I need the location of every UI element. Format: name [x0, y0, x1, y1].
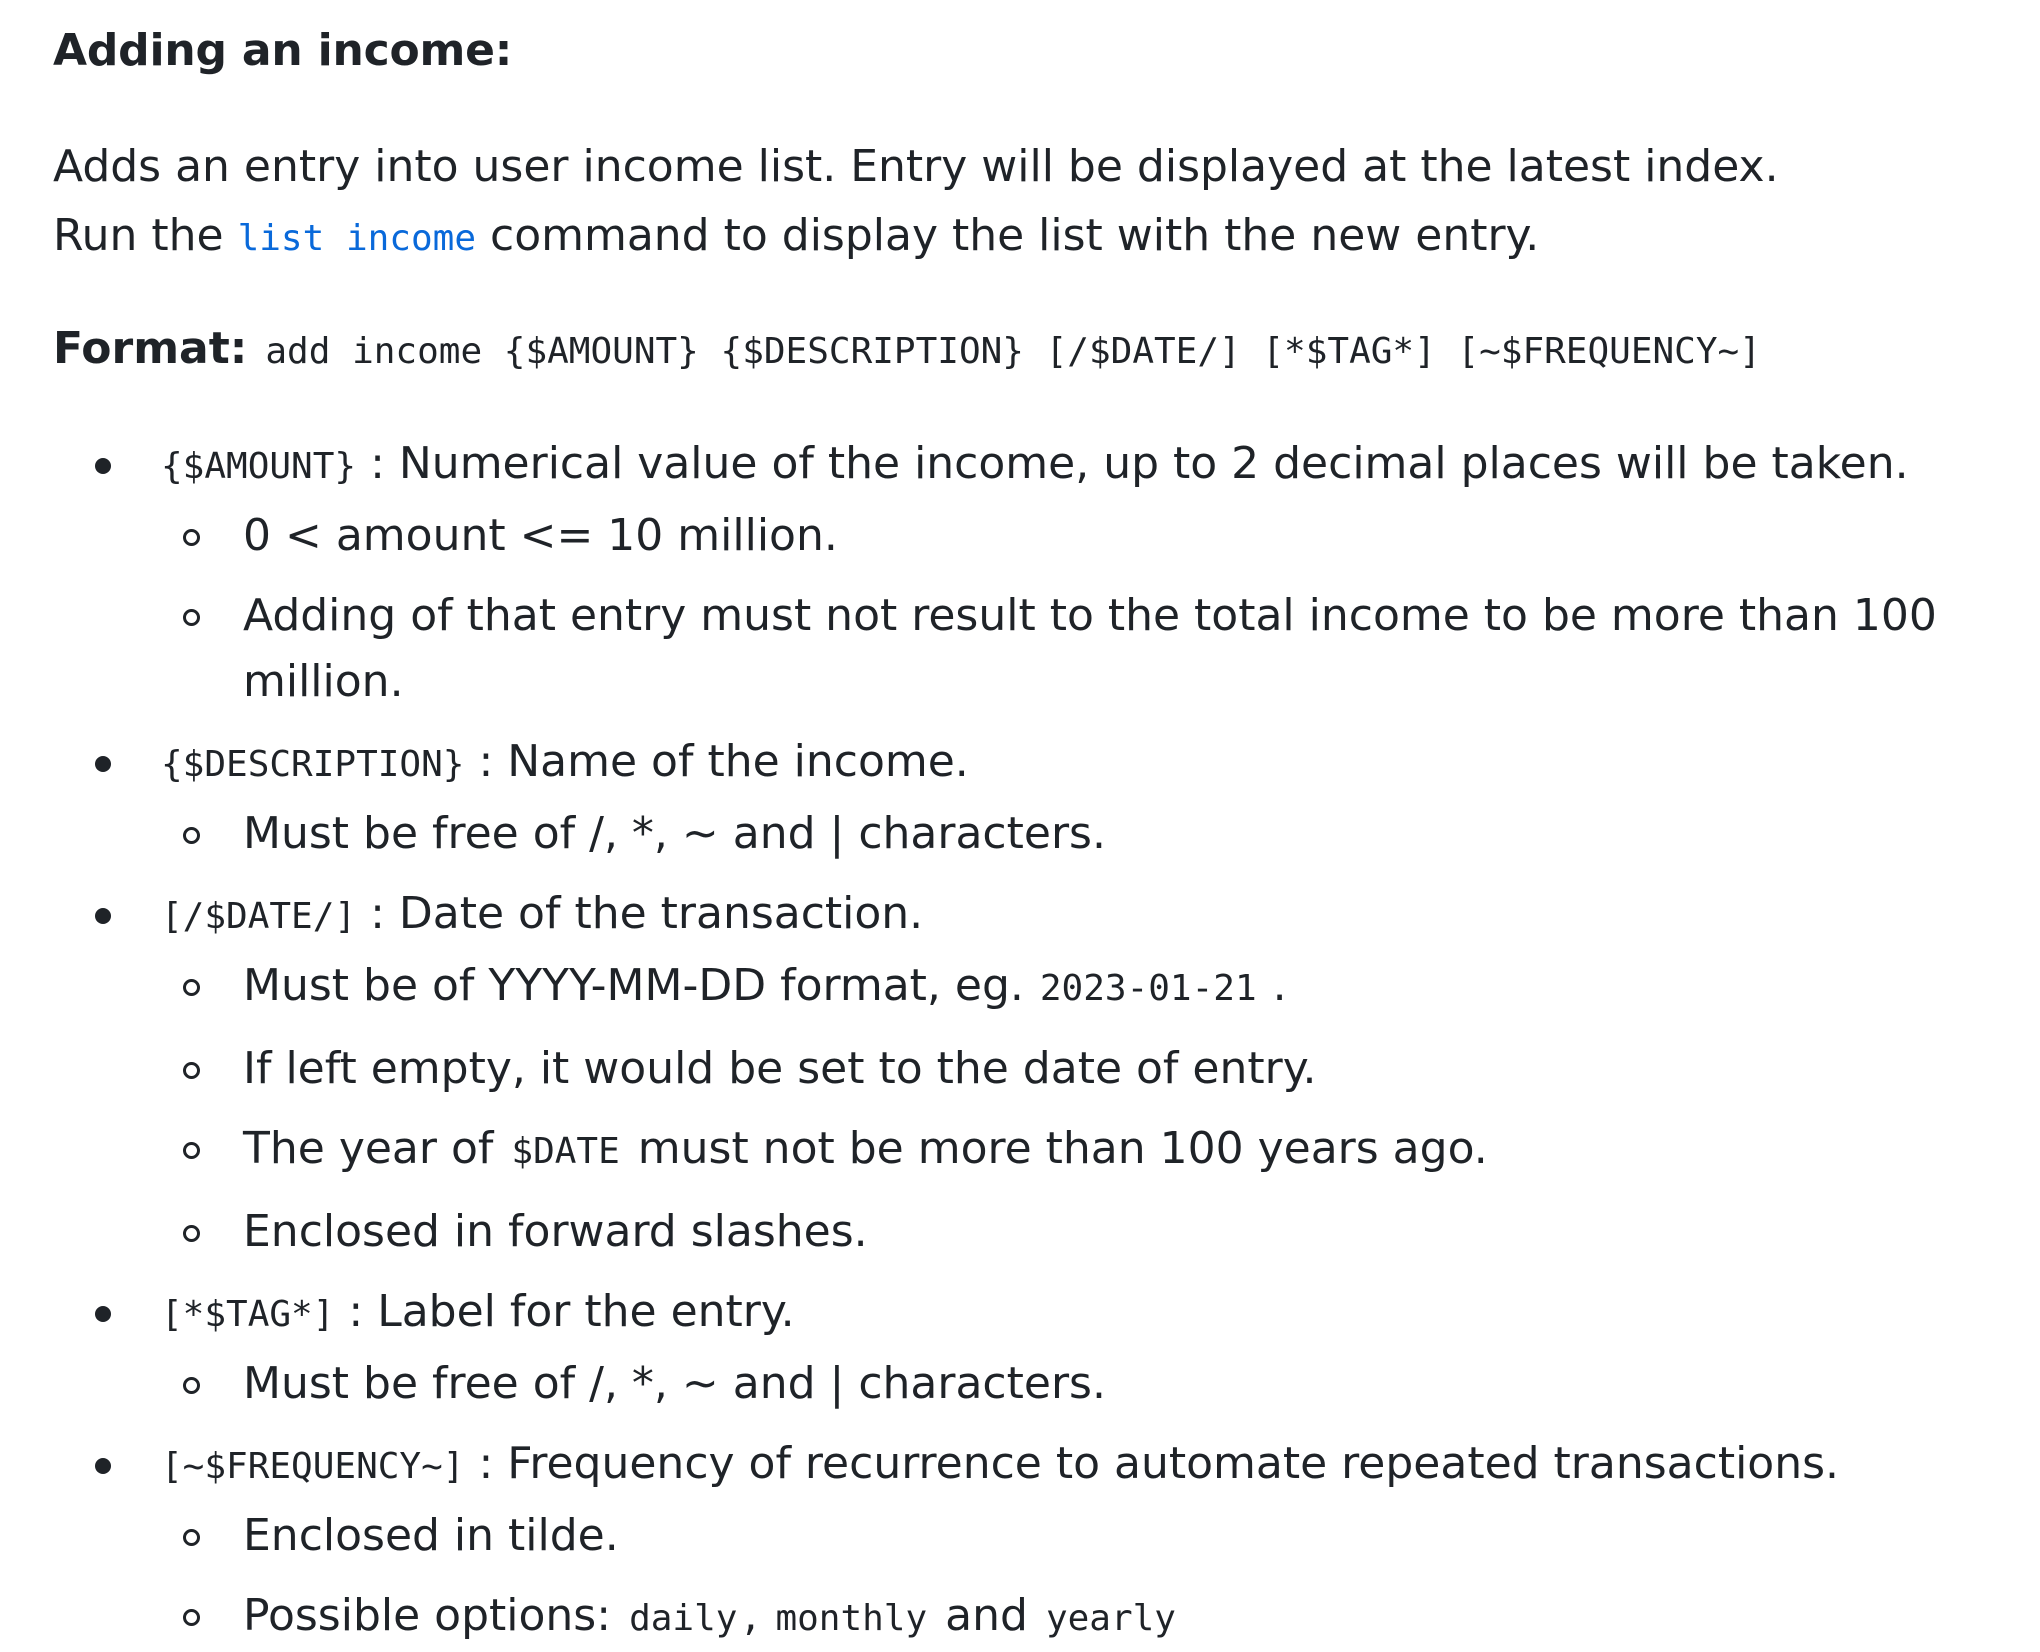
param-tag-code: [*$TAG*] [161, 1294, 335, 1335]
param-amount-desc: : Numerical value of the income, up to 2 decimal places will be taken. [370, 438, 1909, 489]
param-description-desc: : Name of the income. [478, 736, 969, 787]
date-variable-code: $DATE [511, 1131, 620, 1172]
sub-item-text: Enclosed in forward slashes. [243, 1206, 868, 1257]
param-tag [53, 1279, 2040, 1417]
param-frequency [53, 1431, 2040, 1652]
intro-paragraph [53, 132, 2040, 273]
intro-line-2-post: command to display the list with the new entry. [490, 210, 1540, 261]
param-tag-desc: : Label for the entry. [348, 1286, 795, 1337]
param-date [53, 881, 2040, 1265]
circle-bullet-icon [183, 979, 200, 996]
sub-item [161, 503, 2040, 569]
circle-bullet-icon [183, 1609, 200, 1626]
sub-item-text: If left empty, it would be set to the date of entry. [243, 1043, 1317, 1094]
sub-item-text: Must be of YYYY-MM-DD format, eg. [243, 960, 1024, 1011]
param-frequency-code: [~$FREQUENCY~] [161, 1446, 465, 1487]
param-description-code: {$DESCRIPTION} [161, 744, 465, 785]
circle-bullet-icon [183, 1062, 200, 1079]
bullet-icon [95, 756, 111, 772]
circle-bullet-icon [183, 1142, 200, 1159]
param-amount-code: {$AMOUNT} [161, 446, 357, 487]
sub-item [161, 1351, 2040, 1417]
sub-item-text: . [1272, 960, 1287, 1011]
param-frequency-sublist [161, 1503, 2040, 1652]
bullet-icon [95, 908, 111, 924]
sub-item-text: Adding of that entry must not result to the total income to be more than 100 million. [243, 590, 1937, 707]
param-description [53, 729, 2040, 867]
circle-bullet-icon [183, 1529, 200, 1546]
option-daily-code: daily [629, 1598, 738, 1639]
bullet-icon [95, 1306, 111, 1322]
circle-bullet-icon [183, 529, 200, 546]
param-date-sublist [161, 953, 2040, 1265]
param-tag-sublist [161, 1351, 2040, 1417]
sub-item [161, 801, 2040, 867]
intro-line-2 [53, 201, 2040, 273]
sub-item-text: Must be free of /, *, ~ and | characters. [243, 808, 1106, 859]
sub-item-text: Enclosed in tilde. [243, 1510, 619, 1561]
param-amount-sublist [161, 503, 2040, 715]
sub-item [161, 1199, 2040, 1265]
sub-item-text: The year of [243, 1123, 494, 1174]
param-date-head [161, 881, 2040, 950]
param-amount [53, 431, 2040, 715]
param-frequency-head [161, 1431, 2040, 1500]
circle-bullet-icon [183, 609, 200, 626]
format-label: Format: [53, 323, 248, 374]
circle-bullet-icon [183, 1225, 200, 1242]
intro-line-1: Adds an entry into user income list. Entry will be displayed at the latest index. [53, 141, 1779, 192]
circle-bullet-icon [183, 1377, 200, 1394]
param-frequency-desc: : Frequency of recurrence to automate repeated transactions. [478, 1438, 1840, 1489]
param-date-desc: : Date of the transaction. [370, 888, 924, 939]
format-code: add income {$AMOUNT} {$DESCRIPTION} [/$DATE/] [*$TAG*] [~$FREQUENCY~] [265, 331, 1761, 372]
param-tag-head [161, 1279, 2040, 1348]
parameter-list [53, 431, 2040, 1652]
sub-item [161, 1583, 2040, 1652]
bullet-icon [95, 458, 111, 474]
sub-item-text: Must be free of /, *, ~ and | characters. [243, 1358, 1106, 1409]
section-heading: Adding an income: [53, 25, 513, 76]
intro-line-2-pre: Run the [53, 210, 224, 261]
format-line [53, 316, 2040, 385]
option-monthly-code: monthly [775, 1598, 928, 1639]
sub-item-text: must not be more than 100 years ago. [637, 1123, 1488, 1174]
sub-item [161, 1116, 2040, 1185]
circle-bullet-icon [183, 827, 200, 844]
sub-item [161, 1036, 2040, 1102]
options-separator: , [743, 1590, 758, 1641]
sub-item-text: Possible options: [243, 1590, 612, 1641]
date-example-code: 2023-01-21 [1039, 968, 1257, 1009]
param-date-code: [/$DATE/] [161, 896, 357, 937]
param-description-sublist [161, 801, 2040, 867]
sub-item-text: 0 < amount <= 10 million. [243, 510, 838, 561]
options-and: and [945, 1590, 1028, 1641]
bullet-icon [95, 1458, 111, 1474]
sub-item [161, 953, 2040, 1022]
option-yearly-code: yearly [1045, 1598, 1176, 1639]
sub-item [161, 583, 2040, 715]
param-description-head [161, 729, 2040, 798]
param-amount-head [161, 431, 2040, 500]
list-income-command: list income [237, 218, 476, 259]
sub-item [161, 1503, 2040, 1569]
